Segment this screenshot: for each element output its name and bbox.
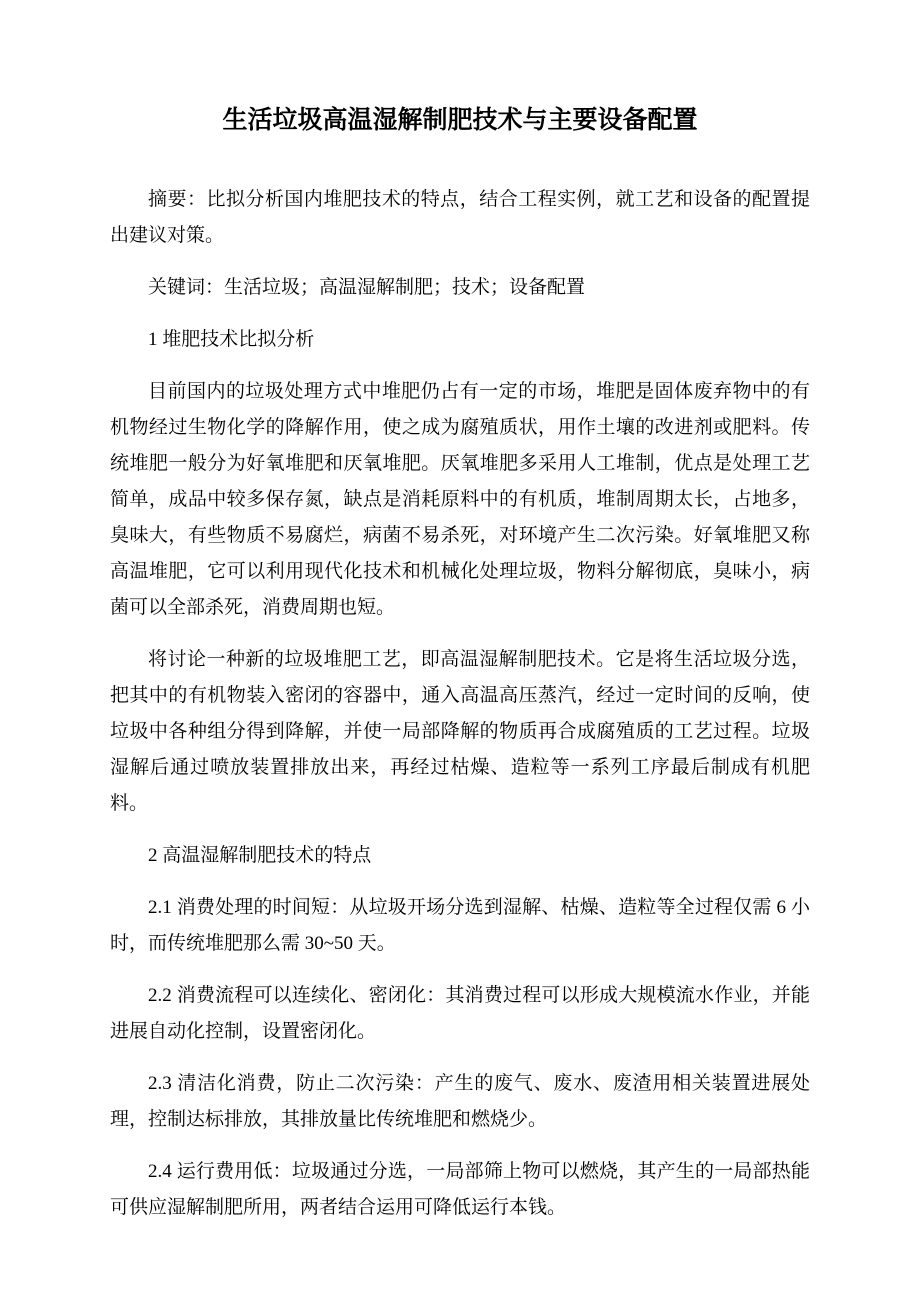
abstract-paragraph: 摘要：比拟分析国内堆肥技术的特点，结合工程实例，就工艺和设备的配置提出建议对策。: [110, 189, 810, 246]
section-2-paragraph-2-3: 2.3 清洁化消费，防止二次污染：产生的废气、废水、废渣用相关装置进展处理，控制达标排放，其排放量比传统堆肥和燃烧少。: [110, 1073, 810, 1130]
section-2-heading: 2 高温湿解制肥技术的特点: [148, 845, 372, 866]
section-1-heading: 1 堆肥技术比拟分析: [148, 329, 315, 350]
section-2-paragraph-2-1: 2.1 消费处理的时间短：从垃圾开场分选到湿解、枯燥、造粒等全过程仅需 6 小时，而传统堆肥那么需 30~50 天。: [110, 897, 810, 954]
section-2-paragraph-2-2: 2.2 消费流程可以连续化、密闭化：其消费过程可以形成大规模流水作业，并能进展自动化控制，设置密闭化。: [110, 985, 810, 1042]
section-2-paragraph-2-4: 2.4 运行费用低：垃圾通过分选，一局部筛上物可以燃烧，其产生的一局部热能可供应湿解制肥所用，两者结合运用可降低运行本钱。: [110, 1161, 810, 1218]
section-1-paragraph-2: 将讨论一种新的垃圾堆肥工艺，即高温湿解制肥技术。它是将生活垃圾分选，把其中的有机物装入密闭的容器中，通入高温高压蒸汽，经过一定时间的反响，使垃圾中各种组分得到降解，并使一局部降解的物质再合成腐殖质的工艺过程。垃圾湿解后通过喷放装置排放出来，再经过枯燥、造粒等一系列工序最后制成有机肥料。: [110, 649, 810, 814]
section-1-paragraph-1: 目前国内的垃圾处理方式中堆肥仍占有一定的市场，堆肥是固体废弃物中的有机物经过生物化学的降解作用，使之成为腐殖质状，用作土壤的改进剂或肥料。传统堆肥一般分为好氧堆肥和厌氧堆肥。厌氧堆肥多采用人工堆制，优点是处理工艺简单，成品中较多保存氮，缺点是消耗原料中的有机质，堆制周期太长，占地多，臭味大，有些物质不易腐烂，病菌不易杀死，对环境产生二次污染。好氧堆肥又称高温堆肥，它可以利用现代化技术和机械化处理垃圾，物料分解彻底，臭味小，病菌可以全部杀死，消费周期也短。: [110, 381, 810, 618]
keywords-paragraph: 关键词：生活垃圾；高温湿解制肥；技术；设备配置: [148, 277, 586, 298]
document-title: 生活垃圾高温湿解制肥技术与主要设备配置: [222, 107, 698, 134]
